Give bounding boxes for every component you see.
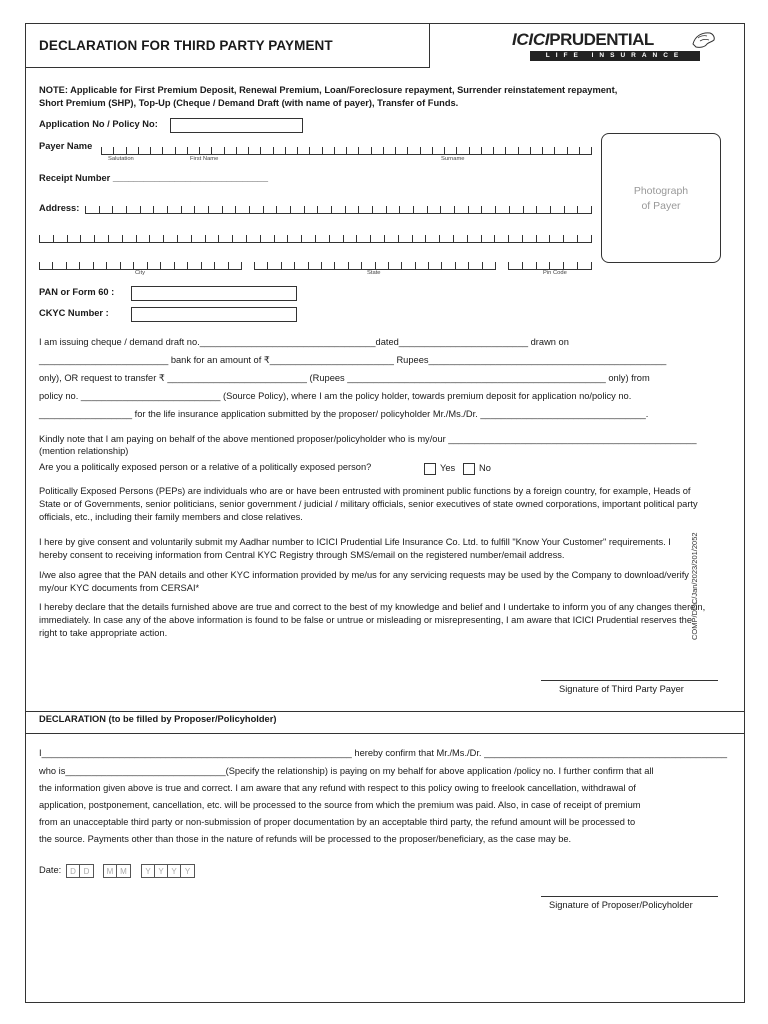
- declaration-heading: DECLARATION (to be filled by Proposer/Policyholder): [39, 714, 277, 724]
- ckyc-input[interactable]: [131, 307, 297, 322]
- pep-no-label: No: [479, 463, 491, 473]
- state-caption: State: [367, 270, 381, 276]
- third-party-signature-line[interactable]: [541, 680, 718, 681]
- photo-text-line-2: of Payer: [641, 199, 681, 212]
- declaration-line-2: who is_______________________________(Specify the relationship) is paying on my behalf for above application /policy no. I further confirm that all: [39, 766, 654, 776]
- date-label: Date:: [39, 865, 62, 875]
- city-comb[interactable]: [39, 256, 242, 270]
- declaration-statement: I hereby declare that the details furnished above are true and correct to the best of my knowledge and belief and I undertake to inform you of any changes therein, immediately. In case any of the above information is found to be false or untrue or misleading or misrepresenting, I am aware that ICICI Prudential reserves the right to take appropriate action.: [39, 602, 706, 638]
- address-line-1-comb[interactable]: [85, 200, 592, 214]
- photo-text-line-1: Photograph: [633, 185, 689, 197]
- pan-input[interactable]: [131, 286, 297, 301]
- cheque-line-3: only), OR request to transfer ₹ ___________________________ (Rupees __________________________________________________ only) from: [39, 373, 650, 383]
- date-year-field[interactable]: Y Y Y Y: [141, 864, 195, 878]
- application-label: Application No / Policy No:: [39, 119, 158, 129]
- pan-kyc-consent: I/we also agree that the PAN details and other KYC information provided by me/us for any servicing requests may be used by the Company to download/verify my/our KYC documents from CERSAI*: [39, 570, 689, 593]
- date-day-field[interactable]: D D: [66, 864, 94, 878]
- receipt-number-field[interactable]: Receipt Number ______________________________: [39, 173, 268, 183]
- first-name-caption: First Name: [190, 156, 219, 162]
- cheque-line-1: I am issuing cheque / demand draft no.__________________________________dated_________________________ drawn on: [39, 337, 569, 347]
- application-no-input[interactable]: [170, 118, 303, 133]
- proposer-signature-label: Signature of Proposer/Policyholder: [549, 900, 693, 910]
- document-code: COMP/DOC/Jan/2023/201/2052: [690, 532, 699, 640]
- section-divider-top: [25, 711, 745, 712]
- third-party-signature-label: Signature of Third Party Payer: [559, 684, 684, 694]
- declaration-line-4: application, postponement, cancellation, etc. will be processed to the source from which the premium was paid. Also, in case of receipt of premium: [39, 800, 641, 810]
- icici-prudential-logo: [512, 30, 718, 62]
- ckyc-label: CKYC Number :: [39, 308, 109, 318]
- address-line-2-comb[interactable]: [39, 229, 592, 243]
- form-title: DECLARATION FOR THIRD PARTY PAYMENT: [39, 38, 333, 53]
- pin-code-comb[interactable]: [508, 256, 592, 270]
- cheque-line-5: __________________ for the life insurance application submitted by the proposer/ policyholder Mr./Ms./Dr. ________________________________.: [39, 409, 649, 419]
- logo-subtitle: LIFE INSURANCE: [530, 51, 700, 61]
- relationship-line: Kindly note that I am paying on behalf of the above mentioned proposer/policyholder who is my/our ________________________________________________: [39, 434, 697, 444]
- city-caption: City: [135, 270, 145, 276]
- declaration-line-5: from an unacceptable third party or non-submission of proper documentation by an acceptable third party, the refund amount will be processed to: [39, 817, 636, 827]
- state-comb[interactable]: [254, 256, 496, 270]
- logo-wordmark: ICICIPRUDENTIAL: [512, 30, 654, 49]
- photo-placeholder: [601, 133, 721, 263]
- pep-yes-checkbox[interactable]: [424, 463, 436, 475]
- pep-question: Are you a politically exposed person or a relative of a politically exposed person?: [39, 462, 372, 472]
- address-label: Address:: [39, 203, 80, 213]
- pep-no-checkbox[interactable]: [463, 463, 475, 475]
- payer-name-comb-field[interactable]: [101, 141, 592, 155]
- declaration-line-1: I____________________________________________________________ hereby confirm that Mr./Ms./Dr. _______________________________________________: [39, 748, 728, 758]
- lion-logo-icon: [690, 30, 716, 50]
- pep-definition: Politically Exposed Persons (PEPs) are individuals who are or have been entrusted with prominent public functions by a foreign country, for example, Heads of State or of Governments, senior politicians, senior government / judicial / military officials, senior executives of state owned corporations, important political party officials, etc., including their family members and close relatives.: [39, 486, 698, 522]
- note-line-2: Short Premium (SHP), Top-Up (Cheque / Demand Draft (with name of payer), Transfer of Funds.: [39, 98, 459, 108]
- declaration-line-6: the source. Payments other than those in the nature of refunds will be processed to the proposer/beneficiary, as the case may be.: [39, 834, 572, 844]
- aadhar-consent: I here by give consent and voluntarily submit my Aadhar number to ICICI Prudential Life Insurance Co. Ltd. to fulfill "Know Your Customer" requirements. I hereby consent to receiving information from Central KYC Registry through SMS/email on the registered number/email address.: [39, 537, 671, 560]
- proposer-signature-line[interactable]: [541, 896, 718, 897]
- note-line-1: NOTE: Applicable for First Premium Deposit, Renewal Premium, Loan/Foreclosure repayment, Surrender reinstatement repayment,: [39, 85, 618, 95]
- date-month-field[interactable]: M M: [103, 864, 131, 878]
- payer-name-label: Payer Name: [39, 141, 93, 151]
- relationship-caption: (mention relationship): [39, 446, 129, 456]
- surname-caption: Surname: [441, 156, 465, 162]
- cheque-line-4: policy no. ___________________________ (Source Policy), where I am the policy holder, towards premium deposit for application no/policy no.: [39, 391, 632, 401]
- pep-yes-label: Yes: [440, 463, 456, 473]
- cheque-line-2: _________________________ bank for an amount of ₹________________________ Rupees______________________________________________: [39, 355, 667, 365]
- pan-label: PAN or Form 60 :: [39, 287, 115, 297]
- declaration-line-3: the information given above is true and correct. I am aware that any refund with respect to this policy owing to freelook cancellation, withdrawal of: [39, 783, 636, 793]
- pin-code-caption: Pin Code: [543, 270, 567, 276]
- salutation-caption: Salutation: [108, 156, 134, 162]
- section-divider-bottom: [25, 733, 745, 734]
